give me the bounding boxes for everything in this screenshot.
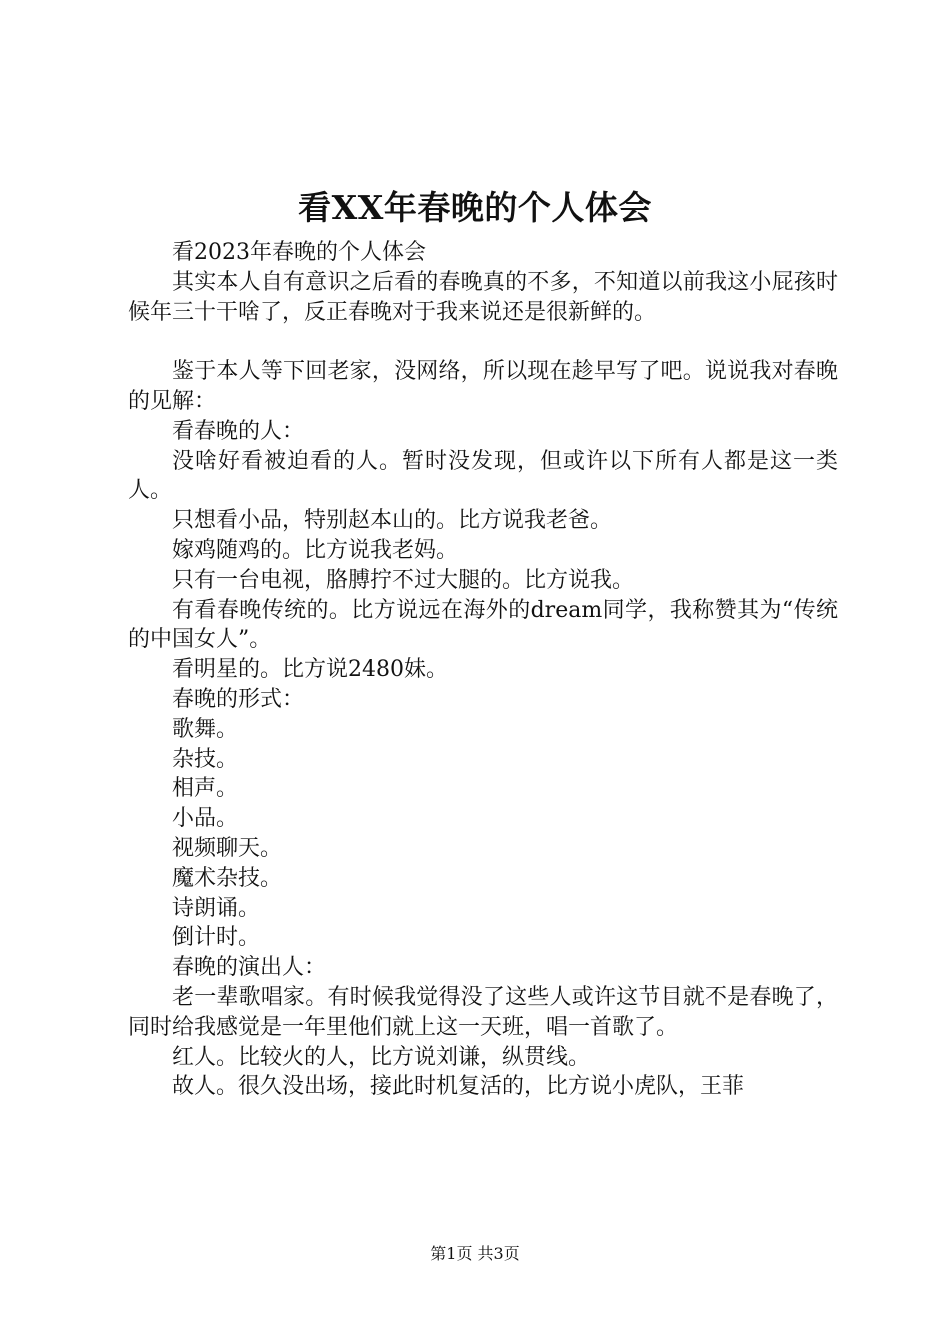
list-item: 倒计时。 [172,925,261,951]
paragraph: 鉴于本人等下回老家，没网络，所以现在趁早写了吧。说说我对春晚的见解： [128,359,838,414]
list-item: 诗朗诵。 [172,895,261,921]
paragraph: 没啥好看被迫看的人。暂时没发现，但或许以下所有人都是这一类人。 [128,448,838,504]
paragraph: 其实本人自有意识之后看的春晚真的不多，不知道以前我这小屁孩时候年三十干啥了，反正春晚对于我来说还是很新鲜的。 [128,269,838,325]
paragraph: 只想看小品，特别赵本山的。比方说我老爸。 [172,508,613,534]
blank-line [128,327,838,357]
paragraph: 嫁鸡随鸡的。比方说我老妈。 [172,537,459,563]
paragraph: 故人。很久没出场，接此时机复活的，比方说小虎队，王菲 [172,1074,745,1100]
paragraph: 老一辈歌唱家。有时候我觉得没了这些人或许这节目就不是春晚了，同时给我感觉是一年里他们就上这一天班，唱一首歌了。 [128,984,838,1040]
list-item: 歌舞。 [172,716,239,742]
list-item: 杂技。 [172,746,239,772]
list-item: 相声。 [172,776,239,802]
list-item: 小品。 [172,806,239,832]
section-heading: 春晚的形式： [172,686,305,712]
page-footer: 第1页 共3页 [430,1244,520,1263]
paragraph: 有看春晚传统的。比方说远在海外的dream同学，我称赞其为“传统的中国女人”。 [128,597,838,653]
paragraph: 红人。比较火的人，比方说刘谦，纵贯线。 [172,1044,591,1070]
paragraph: 看2023年春晚的个人体会 [172,240,426,265]
document-body [128,238,838,1102]
list-item: 魔术杂技。 [172,865,283,891]
paragraph: 只有一台电视，胳膊拧不过大腿的。比方说我。 [172,567,635,593]
section-heading: 看春晚的人： [172,418,305,444]
list-item: 视频聊天。 [172,835,283,861]
paragraph: 看明星的。比方说2480妹。 [172,657,448,683]
document-title: 看XX年春晚的个人体会 [298,188,652,227]
section-heading: 春晚的演出人： [172,955,327,981]
